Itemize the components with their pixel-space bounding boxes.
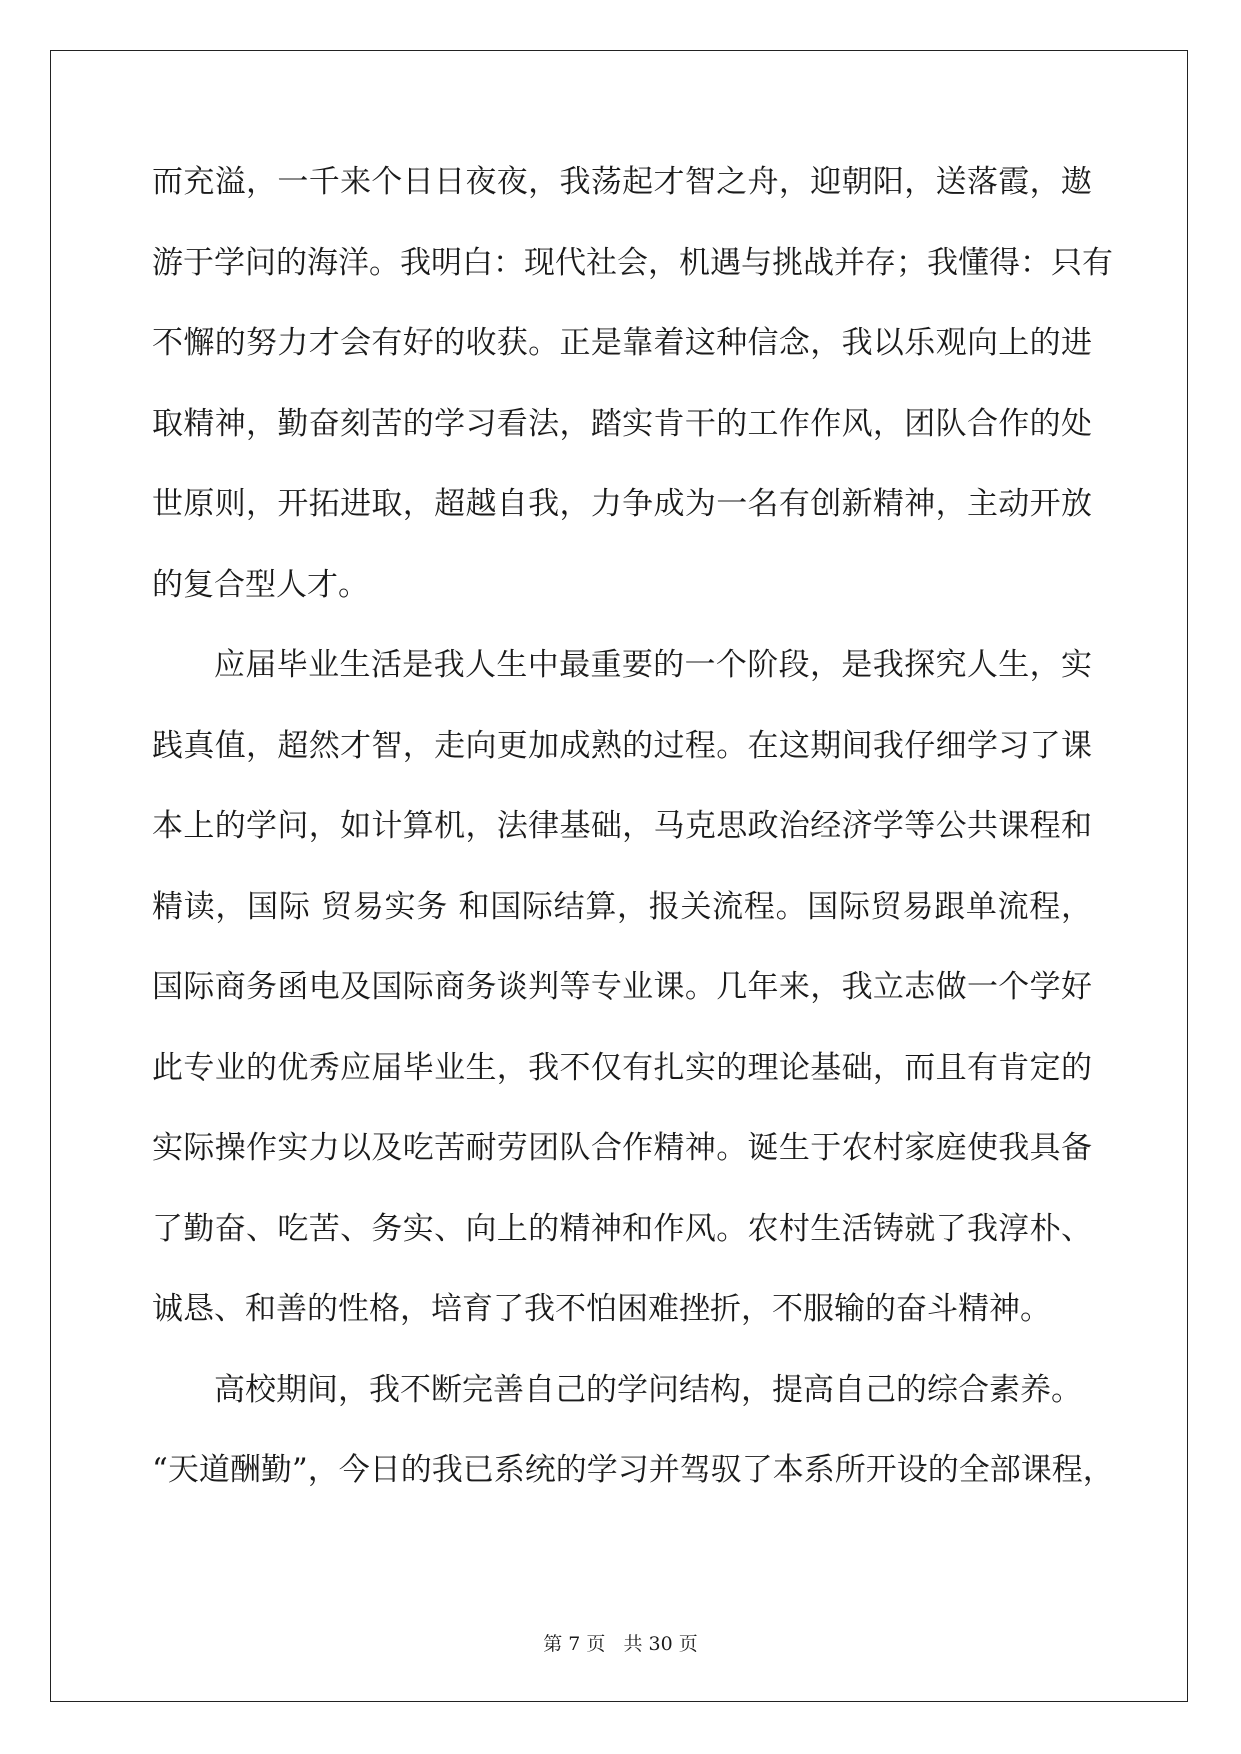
paragraph-start-line: 应届毕业生活是我人生中最重要的一个阶段，是我探究人生，实: [214, 647, 1092, 683]
text-line: 国际商务函电及国际商务谈判等专业课。几年来，我立志做一个学好: [152, 969, 1092, 1005]
text-line: 的复合型人才。: [152, 566, 369, 603]
text-line: 不懈的努力才会有好的收获。正是靠着这种信念，我以乐观向上的进: [152, 325, 1092, 361]
text-line: “天道酬勤”，今日的我已系统的学习并驾驭了本系所开设的全部课程，: [152, 1452, 1114, 1488]
text-line: 本上的学问，如计算机，法律基础，马克思政治经济学等公共课程和: [152, 808, 1092, 844]
document-body: [152, 162, 1114, 1531]
text-line: 取精神，勤奋刻苦的学习看法，踏实肯干的工作作风，团队合作的处: [152, 405, 1092, 442]
text-line: 了勤奋、吃苦、务实、向上的精神和作风。农村生活铸就了我淳朴、: [152, 1210, 1092, 1247]
page-total: 共 30 页: [623, 1633, 698, 1655]
paragraph-start-line: 高校期间，我不断完善自己的学问结构，提高自己的综合素养。: [214, 1371, 1082, 1408]
text-line: 世原则，开拓进取，超越自我，力争成为一名有创新精神，主动开放: [152, 486, 1092, 522]
text-line: 践真值，超然才智，走向更加成熟的过程。在这期间我仔细学习了课: [152, 727, 1092, 764]
page-footer: [0, 1629, 1241, 1656]
text-line: 而充溢，一千来个日日夜夜，我荡起才智之舟，迎朝阳，送落霞，遨: [152, 164, 1092, 200]
text-line: 游于学问的海洋。我明白：现代社会，机遇与挑战并存；我懂得：只有: [152, 244, 1113, 281]
text-line: 诚恳、和善的性格，培育了我不怕困难挫折，不服输的奋斗精神。: [152, 1291, 1051, 1327]
text-line: 实际操作实力以及吃苦耐劳团队合作精神。诞生于农村家庭使我具备: [152, 1130, 1092, 1166]
text-line: 此专业的优秀应届毕业生，我不仅有扎实的理论基础，而且有肯定的: [152, 1049, 1092, 1086]
page-number: 第 7 页: [543, 1633, 606, 1655]
text-line: 精读，国际 贸易实务 和国际结算，报关流程。国际贸易跟单流程，: [152, 888, 1092, 925]
